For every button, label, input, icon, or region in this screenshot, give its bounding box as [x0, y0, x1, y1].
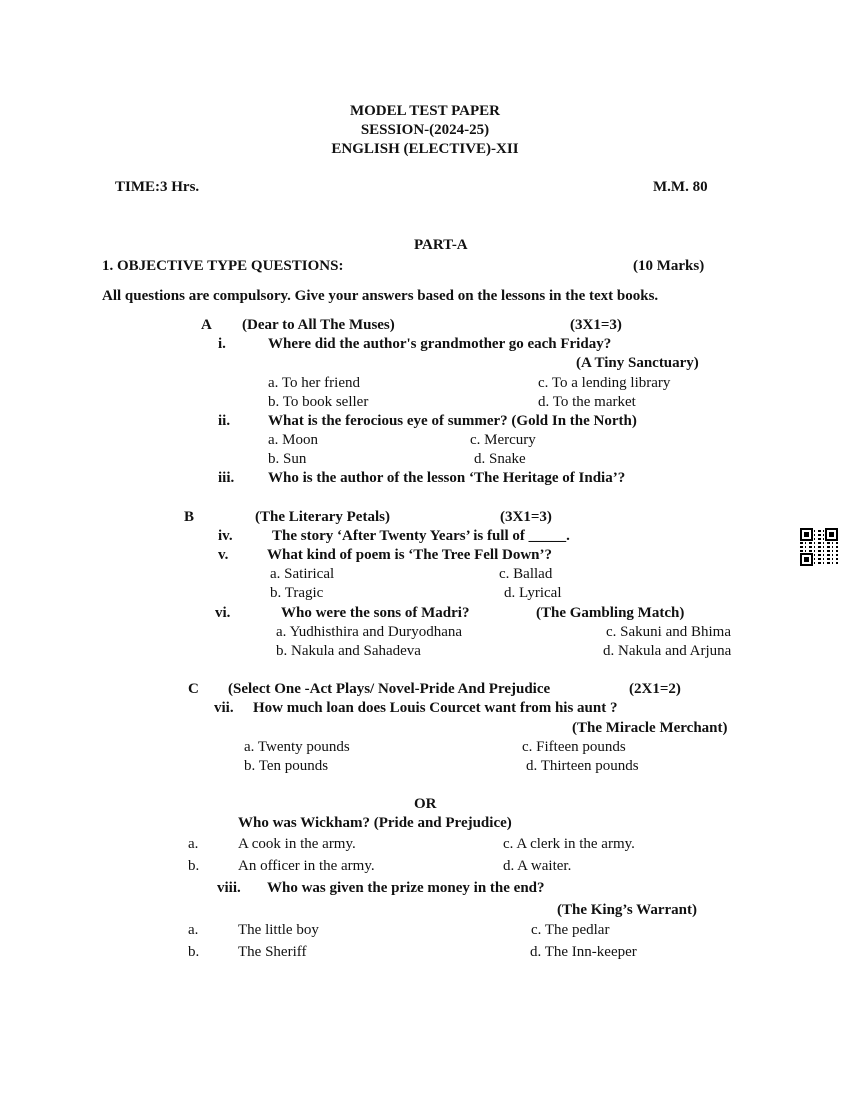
option-b: An officer in the army.	[238, 858, 375, 874]
instructions: All questions are compulsory. Give your answers based on the lessons in the text books.	[102, 288, 659, 304]
question-number: v.	[218, 547, 229, 563]
section-a-marks: (3X1=3)	[570, 317, 622, 333]
session: SESSION-(2024-25)	[360, 122, 490, 138]
subject: ENGLISH (ELECTIVE)-XII	[331, 141, 519, 157]
option-b: b. Nakula and Sahadeva	[276, 643, 421, 659]
option-d: d. The Inn-keeper	[530, 944, 637, 960]
question-source: (The Miracle Merchant)	[572, 720, 728, 736]
question-text: What is the ferocious eye of summer? (Gold In the North)	[268, 413, 637, 429]
question-number: iv.	[218, 528, 233, 544]
option-d: d. Lyrical	[504, 585, 562, 601]
option-c: c. The pedlar	[531, 922, 610, 938]
option-a-letter: a.	[188, 922, 199, 938]
section-b-letter: B	[184, 509, 195, 525]
or-divider: OR	[414, 796, 437, 812]
option-a: a. To her friend	[268, 375, 360, 391]
section-a-letter: A	[201, 317, 212, 333]
option-a: a. Satirical	[270, 566, 335, 582]
option-b-letter: b.	[188, 858, 200, 874]
section-b-title: (The Literary Petals)	[255, 509, 390, 525]
section-a-title: (Dear to All The Muses)	[242, 317, 395, 333]
option-d: d. To the market	[538, 394, 636, 410]
option-b: b. Sun	[268, 451, 307, 467]
section-c-letter: C	[188, 681, 199, 697]
time-allowed: TIME:3 Hrs.	[115, 179, 200, 195]
qr-code-icon	[800, 528, 838, 566]
option-b: b. Ten pounds	[244, 758, 329, 774]
option-d: d. A waiter.	[503, 858, 572, 874]
option-b: The Sheriff	[238, 944, 307, 960]
question-number: iii.	[218, 470, 235, 486]
option-c: c. A clerk in the army.	[503, 836, 635, 852]
question-number: viii.	[217, 880, 241, 896]
question-text: Who was Wickham? (Pride and Prejudice)	[238, 815, 512, 831]
section-c-marks: (2X1=2)	[629, 681, 681, 697]
question-text: Who was given the prize money in the end?	[267, 880, 545, 896]
question-source: (A Tiny Sanctuary)	[576, 355, 699, 371]
option-a: a. Moon	[268, 432, 318, 448]
option-a: a. Twenty pounds	[244, 739, 350, 755]
question-number: vii.	[214, 700, 234, 716]
section-title: 1. OBJECTIVE TYPE QUESTIONS:	[102, 258, 344, 274]
option-c: c. Ballad	[499, 566, 553, 582]
question-number: ii.	[218, 413, 231, 429]
question-text: Where did the author's grandmother go each Friday?	[268, 336, 612, 352]
question-text: Who were the sons of Madri?	[281, 605, 470, 621]
max-marks: M.M. 80	[653, 179, 708, 195]
option-d: d. Nakula and Arjuna	[603, 643, 732, 659]
section-c-title: (Select One -Act Plays/ Novel-Pride And Prejudice	[228, 681, 551, 697]
option-a: A cook in the army.	[238, 836, 356, 852]
question-source: (The Gambling Match)	[536, 605, 685, 621]
option-d: d. Thirteen pounds	[526, 758, 639, 774]
option-b: b. To book seller	[268, 394, 369, 410]
option-c: c. Mercury	[470, 432, 536, 448]
part-heading: PART-A	[414, 237, 468, 253]
option-c: c. To a lending library	[538, 375, 671, 391]
question-source: (The King’s Warrant)	[557, 902, 698, 918]
option-c: c. Sakuni and Bhima	[606, 624, 731, 640]
option-d: d. Snake	[474, 451, 526, 467]
option-c: c. Fifteen pounds	[522, 739, 626, 755]
question-text: The story ‘After Twenty Years’ is full of _____.	[272, 528, 570, 544]
paper-title: MODEL TEST PAPER	[349, 103, 501, 119]
option-b: b. Tragic	[270, 585, 324, 601]
question-text: Who is the author of the lesson ‘The Heritage of India’?	[268, 470, 626, 486]
question-text: How much loan does Louis Courcet want from his aunt ?	[253, 700, 618, 716]
question-number: vi.	[215, 605, 231, 621]
question-number: i.	[218, 336, 226, 352]
option-a-letter: a.	[188, 836, 199, 852]
option-a: The little boy	[238, 922, 319, 938]
section-b-marks: (3X1=3)	[500, 509, 552, 525]
option-b-letter: b.	[188, 944, 200, 960]
option-a: a. Yudhisthira and Duryodhana	[276, 624, 463, 640]
question-text: What kind of poem is ‘The Tree Fell Down’?	[267, 547, 553, 563]
section-marks: (10 Marks)	[633, 258, 705, 274]
